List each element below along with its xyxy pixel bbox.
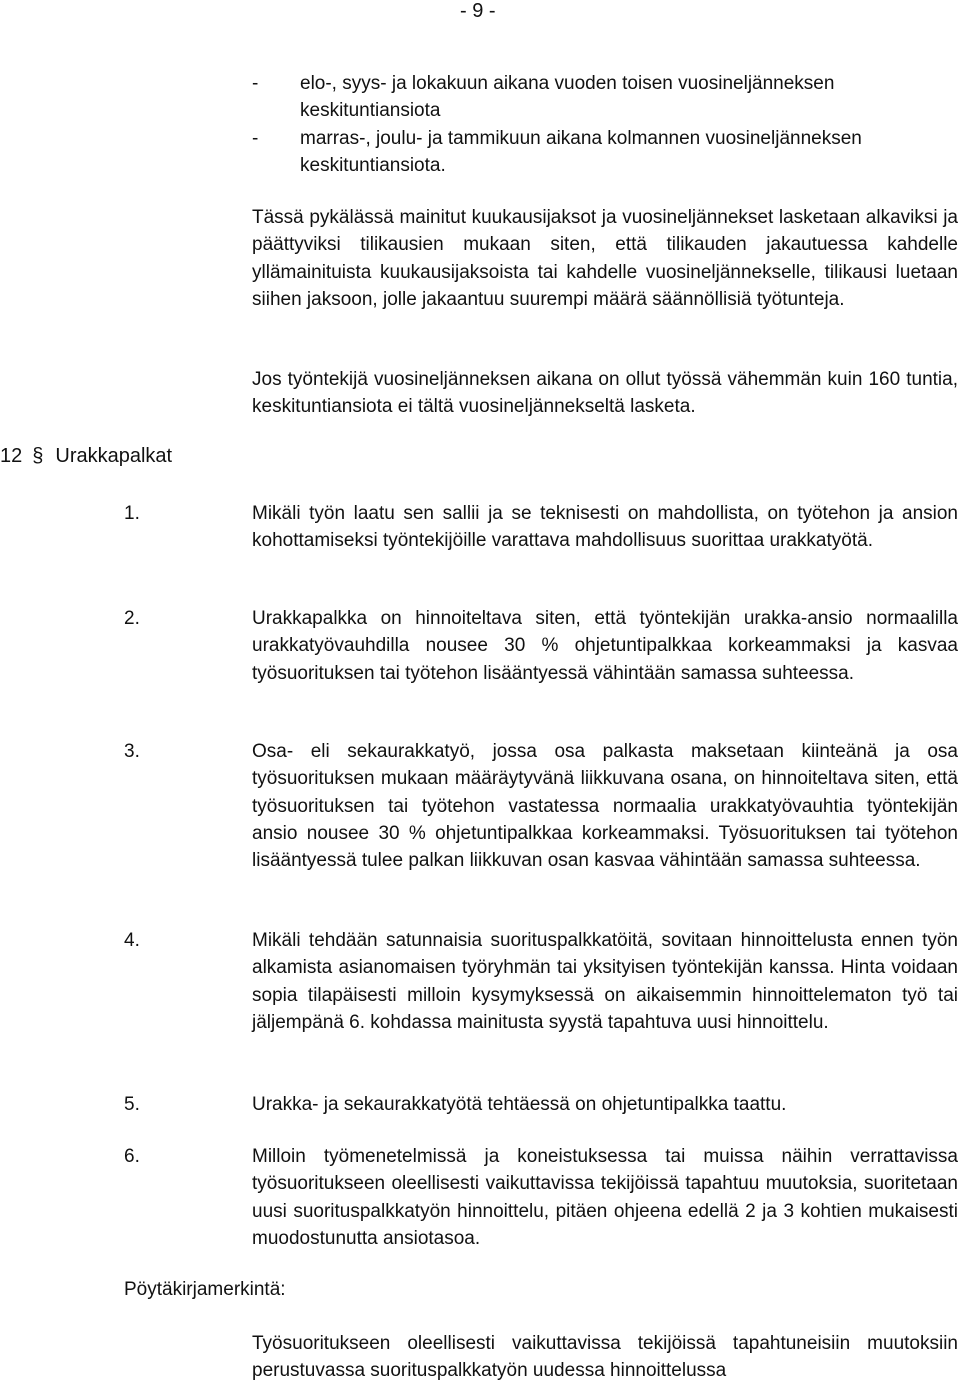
- item-number: 2.: [124, 608, 140, 629]
- numbered-item: [124, 1143, 960, 1252]
- numbered-item: [124, 1091, 960, 1118]
- list-dash: -: [252, 73, 259, 94]
- paragraph-160-tuntia: Jos työntekijä vuosineljänneksen aikana on ollut työssä vähemmän kuin 160 tuntia, keskituntiansiota ei tältä vuosineljännekseltä lasketa.: [252, 369, 958, 418]
- item-text: Milloin työmenetelmissä ja koneistuksessa tai muissa näihin verrattavissa työsuoritukseen oleellisesti vaikuttavissa tekijöissä tapahtuu muutoksia, suoritetaan uusi suorituspalkkatyön hinnoittelu, pitäen ohjeena edellä 2 ja 3 kohtien mukaisesti muodostunutta ansiotasoa.: [252, 1146, 958, 1249]
- item-text: Osa- eli sekaurakkatyö, jossa osa palkasta maksetaan kiinteänä ja osa työsuorituksen mukaan määräytyvänä liikkuvana osana, on hinnoiteltava siten, että työsuorituksen tai työtehon vastatessa normaalia urakkatyövauhtia työntekijän ansio nousee 30 % ohjetuntipalkkaa korkeammaksi. Työsuorituksen tai työtehon lisääntyessä tulee palkan liikkuvan osan kasvaa vähintään samassa suhteessa.: [252, 741, 958, 872]
- remark-text: Työsuoritukseen oleellisesti vaikuttavissa tekijöissä tapahtuneisiin muutoksiin perustuvassa suorituspalkkatyön uudessa hinnoittelussa: [252, 1333, 958, 1382]
- remark-label: Pöytäkirjamerkintä:: [124, 1279, 286, 1300]
- list-dash: -: [252, 127, 259, 149]
- item-number: 1.: [124, 503, 140, 524]
- item-number: 6.: [124, 1146, 140, 1167]
- section-number: 12: [0, 445, 23, 467]
- section-title: Urakkapalkat: [55, 445, 173, 467]
- numbered-item: [124, 500, 960, 555]
- item-text: Mikäli tehdään satunnaisia suorituspalkkatöitä, sovitaan hinnoittelusta ennen työn alkamista asianomaisen työryhmän tai yksityisen työntekijän kanssa. Hinta voidaan sopia tilapäisesti milloin kysymyksessä on aikaisemmin hinnoittelematon työ tai jäljempänä 6. kohdassa mainitusta syystä tapahtuva uusi hinnoittelu.: [252, 930, 958, 1033]
- list-item-text: elo-, syys- ja lokakuun aikana vuoden toisen vuosineljänneksen keskituntiansiota: [300, 73, 835, 122]
- item-number: 4.: [124, 930, 140, 951]
- paragraph-tilikausi: Tässä pykälässä mainitut kuukausijaksot ja vuosineljännekset lasketaan alkaviksi ja päättyviksi tilikausien mukaan siten, että tilikauden jakautuessa kahdelle yllämainituista kuukausijaksoista tai kahdelle vuosineljännekselle, tilikausi luetaan siihen jaksoon, jolle jakaantuu suurempi määrä säännöllisiä työtunteja.: [252, 207, 958, 310]
- list-item: [252, 125, 960, 180]
- section-sign-icon: §: [32, 445, 44, 467]
- list-item-text: marras-, joulu- ja tammikuun aikana kolmannen vuosineljänneksen keskituntiansiota.: [300, 127, 862, 176]
- item-number: 3.: [124, 741, 140, 762]
- page-number: - 9 -: [460, 0, 496, 22]
- item-number: 5.: [124, 1094, 140, 1115]
- numbered-item: [124, 605, 960, 687]
- item-text: Urakka- ja sekaurakkatyötä tehtäessä on ohjetuntipalkka taattu.: [252, 1094, 787, 1115]
- intro-dash-list: [252, 70, 960, 179]
- numbered-item: [124, 738, 960, 874]
- numbered-item: [124, 927, 960, 1036]
- item-text: Mikäli työn laatu sen sallii ja se teknisesti on mahdollista, on työtehon ja ansion kohottamiseksi työntekijöille varattava mahdollisuus suorittaa urakkatyötä.: [252, 503, 958, 552]
- item-text: Urakkapalkka on hinnoiteltava siten, että työntekijän urakka-ansio normaalilla urakkatyövauhdilla nousee 30 % ohjetuntipalkkaa korkeammaksi ja kasvaa työsuorituksen tai työtehon lisääntyessä vähintään samassa suhteessa.: [252, 608, 958, 684]
- section-heading: [0, 443, 172, 470]
- list-item: [252, 70, 960, 125]
